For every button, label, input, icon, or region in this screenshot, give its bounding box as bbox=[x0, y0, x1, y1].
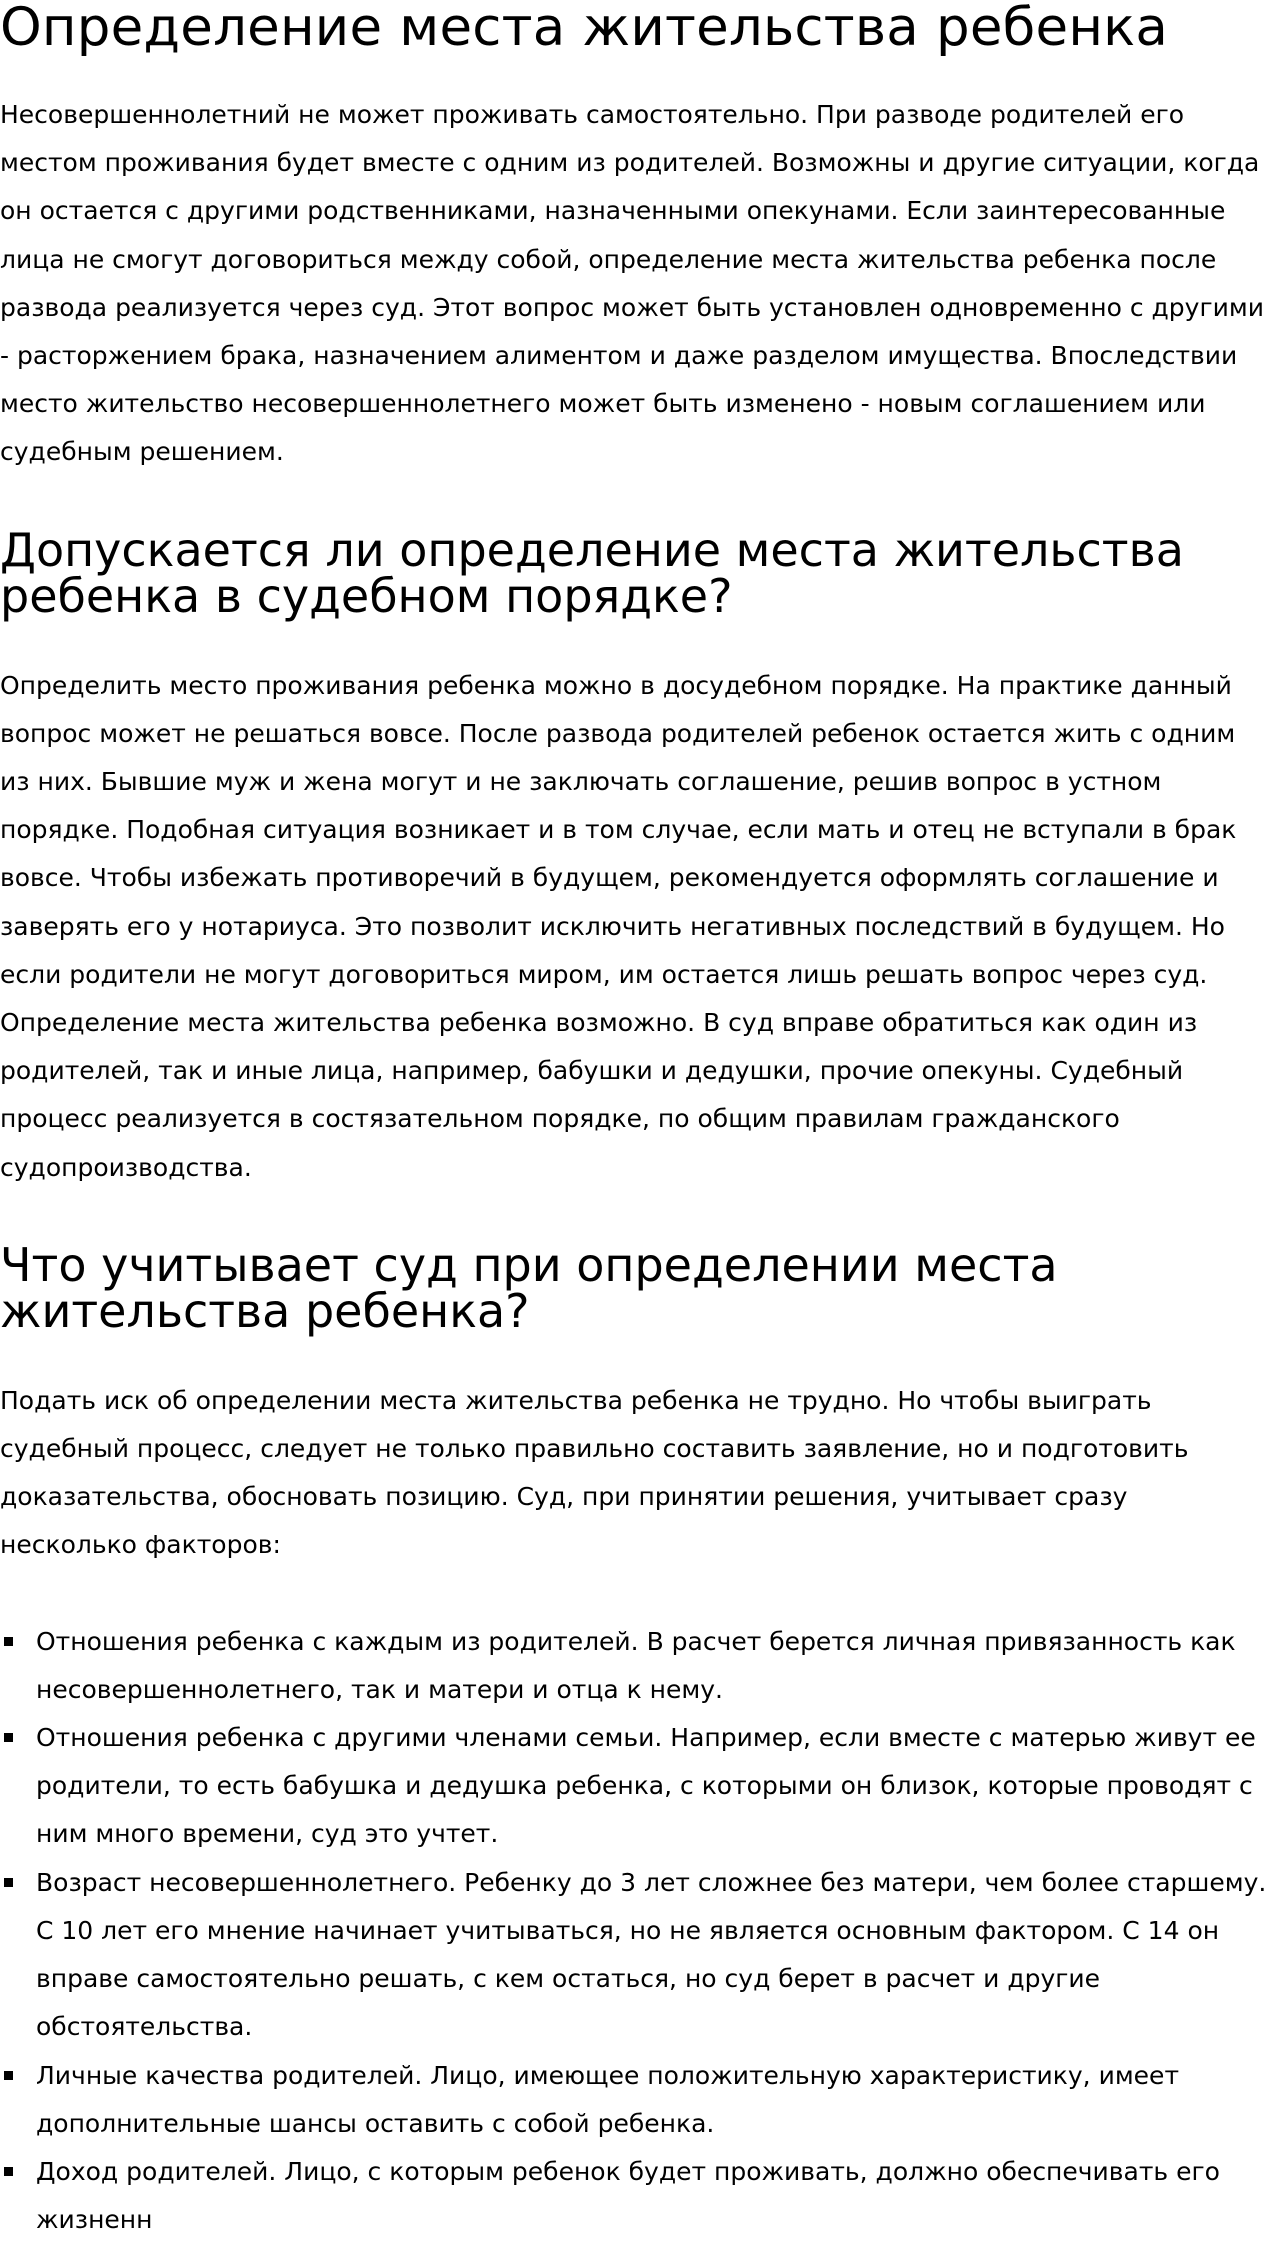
factors-list bbox=[0, 1618, 1270, 2244]
square-bullet-icon bbox=[4, 1637, 13, 1646]
list-item-text: Личные качества родителей. Лицо, имеющее положительную характеристику, имеет дополнительные шансы оставить с собой ребенка. bbox=[36, 2060, 1180, 2138]
square-bullet-icon bbox=[4, 2071, 13, 2080]
square-bullet-icon bbox=[4, 1878, 13, 1887]
list-item-text: Доход родителей. Лицо, с которым ребенок будет проживать, должно обеспечивать его жизненн bbox=[36, 2156, 1220, 2235]
list-item-text: Отношения ребенка с каждым из родителей. В расчет берется личная привязанность как несовершеннолетнего, так и матери и отца к нему. bbox=[36, 1626, 1236, 1704]
list-item bbox=[0, 1618, 1270, 1714]
section-heading-court-factors: Что учитывает суд при определении места жительства ребенка? bbox=[0, 1237, 1058, 1338]
list-item bbox=[0, 2148, 1270, 2244]
list-item-text: Возраст несовершеннолетнего. Ребенку до 3 лет сложнее без матери, чем более старшему. С 10 лет его мнение начинает учитываться, но не является основным фактором. С 14 он вправе самостоятельно решать, с кем остаться, но суд берет в расчет и другие обстоятельства. bbox=[36, 1867, 1267, 2042]
section-paragraph-court-procedure: Определить место проживания ребенка можно в досудебном порядке. На практике данный вопрос может не решаться вовсе. После развода родителей ребенок остается жить с одним из них. Бывшие муж и жена могут и не заключать соглашение, решив вопрос в устном порядке. Подобная ситуация возникает и в том случае, если мать и отец не вступали в брак вовсе. Чтобы избежать противоречий в будущем, рекомендуется оформлять соглашение и заверять его у нотариуса. Это позволит исключить негативных последствий в будущем. Но если родители не могут договориться миром, им остается лишь решать вопрос через суд. Определение места жительства ребенка возможно. В суд вправе обратиться как один из родителей, так и иные лица, например, бабушки и дедушки, прочие опекуны. Судебный процесс реализуется в состязательном порядке, по общим правилам гражданского судопроизводства. bbox=[0, 670, 1237, 1182]
section-paragraph-court-factors: Подать иск об определении места жительства ребенка не трудно. Но чтобы выиграть судебный процесс, следует не только правильно составить заявление, но и подготовить доказательства, обосновать позицию. Суд, при принятии решения, учитывает сразу несколько факторов: bbox=[0, 1385, 1189, 1560]
square-bullet-icon bbox=[4, 1733, 13, 1742]
page-title: Определение места жительства ребенка bbox=[0, 0, 1169, 58]
list-item bbox=[0, 2052, 1270, 2148]
intro-paragraph: Несовершеннолетний не может проживать самостоятельно. При разводе родителей его местом проживания будет вместе с одним из родителей. Возможны и другие ситуации, когда он остается с другими родственниками, назначенными опекунами. Если заинтересованные лица не смогут договориться между собой, определение места жительства ребенка после развода реализуется через суд. Этот вопрос может быть установлен одновременно с другими - расторжением брака, назначением алиментом и даже разделом имущества. Впоследствии место жительство несовершеннолетнего может быть изменено - новым соглашением или судебным решением. bbox=[0, 100, 1264, 467]
section-heading-court-procedure: Допускается ли определение места жительства ребенка в судебном порядке? bbox=[0, 522, 1184, 623]
list-item bbox=[0, 1859, 1270, 2052]
list-item bbox=[0, 1714, 1270, 1859]
list-item-text: Отношения ребенка с другими членами семьи. Например, если вместе с матерью живут ее родители, то есть бабушка и дедушка ребенка, с которыми он близок, которые проводят с ним много времени, суд это учтет. bbox=[36, 1723, 1256, 1849]
square-bullet-icon bbox=[4, 2167, 13, 2176]
